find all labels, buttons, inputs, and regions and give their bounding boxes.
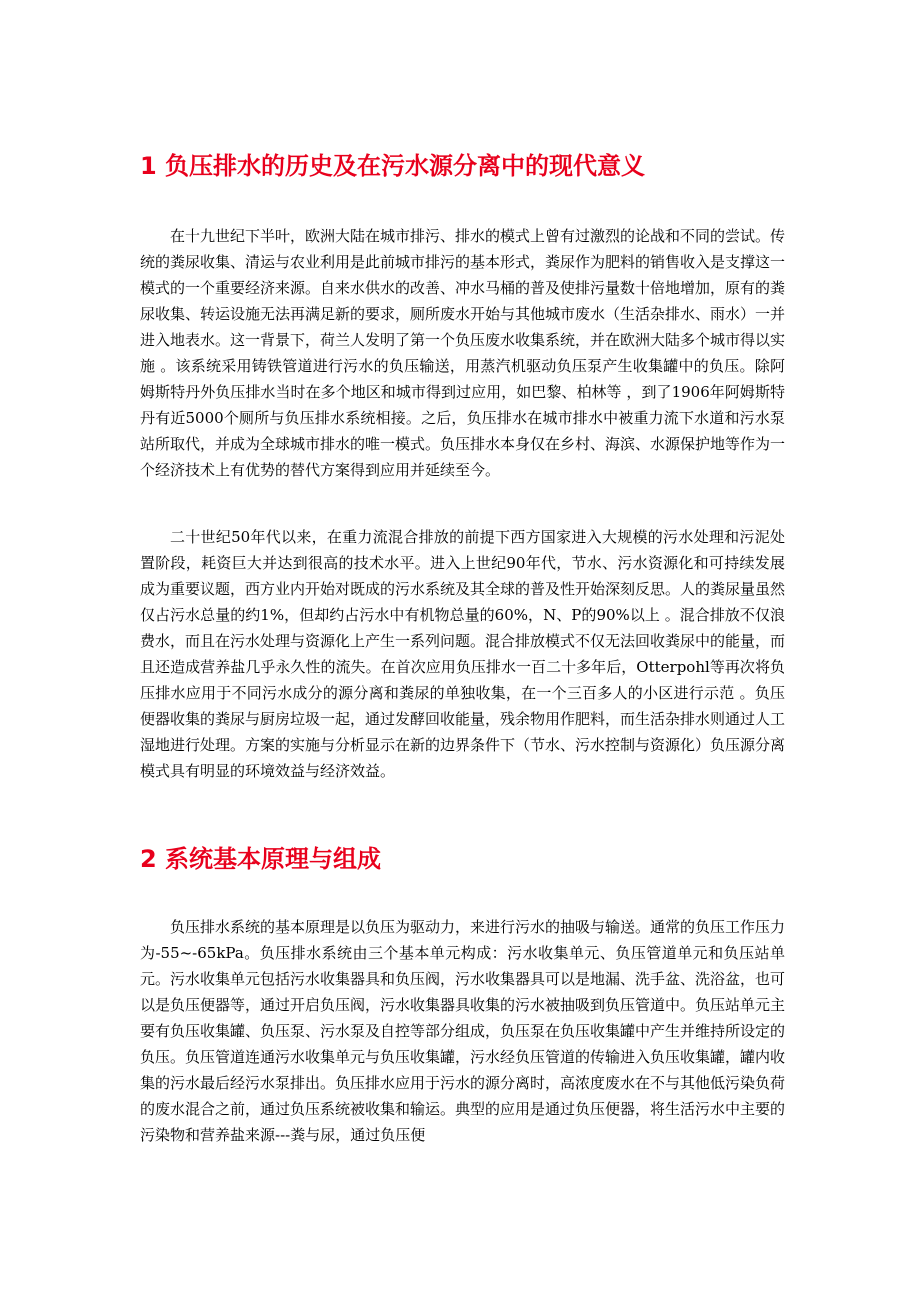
section-1-heading: 1 负压排水的历史及在污水源分离中的现代意义 (140, 152, 646, 180)
section-2-paragraph-1: 负压排水系统的基本原理是以负压为驱动力，来进行污水的抽吸与输送。通常的负压工作压力为-55~-65kPa。负压排水系统由三个基本单元构成：污水收集单元、负压管道单元和负压站单元。污水收集单元包括污水收集器具和负压阀，污水收集器具可以是地漏、洗手盆、洗浴盆，也可以是负压便器等，通过开启负压阀，污水收集器具收集的污水被抽吸到负压管道中。负压站单元主要有负压收集罐、负压泵、污水泵及自控等部分组成，负压泵在负压收集罐中产生并维持所设定的负压。负压管道连通污水收集单元与负压收集罐，污水经负压管道的传输进入负压收集罐，罐内收集的污水最后经污水泵排出。负压排水应用于污水的源分离时，高浓度废水在不与其他低污染负荷的废水混合之前，通过负压系统被收集和输运。典型的应用是通过负压便器，将生活污水中主要的污染物和营养盐来源---粪与尿，通过负压便 (140, 918, 786, 1144)
section-2-heading: 2 系统基本原理与组成 (140, 845, 382, 873)
section-1-paragraph-1: 在十九世纪下半叶，欧洲大陆在城市排污、排水的模式上曾有过激烈的论战和不同的尝试。传统的粪尿收集、清运与农业利用是此前城市排污的基本形式，粪尿作为肥料的销售收入是支撑这一模式的一个重要经济来源。自来水供水的改善、冲水马桶的普及使排污量数十倍地增加，原有的粪尿收集、转运设施无法再满足新的要求，厕所废水开始与其他城市废水（生活杂排水、雨水）一并进入地表水。这一背景下，荷兰人发明了第一个负压废水收集系统，并在欧洲大陆多个城市得以实施 。该系统采用铸铁管道进行污水的负压输送，用蒸汽机驱动负压泵产生收集罐中的负压。除阿姆斯特丹外负压排水当时在多个地区和城市得到过应用，如巴黎、柏林等 ，到了1906年阿姆斯特丹有近5000个厕所与负压排水系统相接。之后，负压排水在城市排水中被重力流下水道和污水泵站所取代，并成为全球城市排水的唯一模式。负压排水本身仅在乡村、海滨、水源保护地等作为一个经济技术上有优势的替代方案得到应用并延续至今。 (140, 227, 786, 479)
section-1-paragraph-2: 二十世纪50年代以来，在重力流混合排放的前提下西方国家进入大规模的污水处理和污泥处置阶段，耗资巨大并达到很高的技术水平。进入上世纪90年代，节水、污水资源化和可持续发展成为重要议题，西方业内开始对既成的污水系统及其全球的普及性开始深刻反思。人的粪尿量虽然仅占污水总量的约1%，但却约占污水中有机物总量的60%，N、P的90%以上 。混合排放不仅浪费水，而且在污水处理与资源化上产生一系列问题。混合排放模式不仅无法回收粪尿中的能量，而且还造成营养盐几乎永久性的流失。在首次应用负压排水一百二十多年后，Otterpohl等再次将负压排水应用于不同污水成分的源分离和粪尿的单独收集，在一个三百多人的小区进行示范 。负压便器收集的粪尿与厨房垃圾一起，通过发酵回收能量，残余物用作肥料，而生活杂排水则通过人工湿地进行处理。方案的实施与分析显示在新的边界条件下（节水、污水控制与资源化）负压源分离模式具有明显的环境效益与经济效益。 (140, 528, 786, 780)
